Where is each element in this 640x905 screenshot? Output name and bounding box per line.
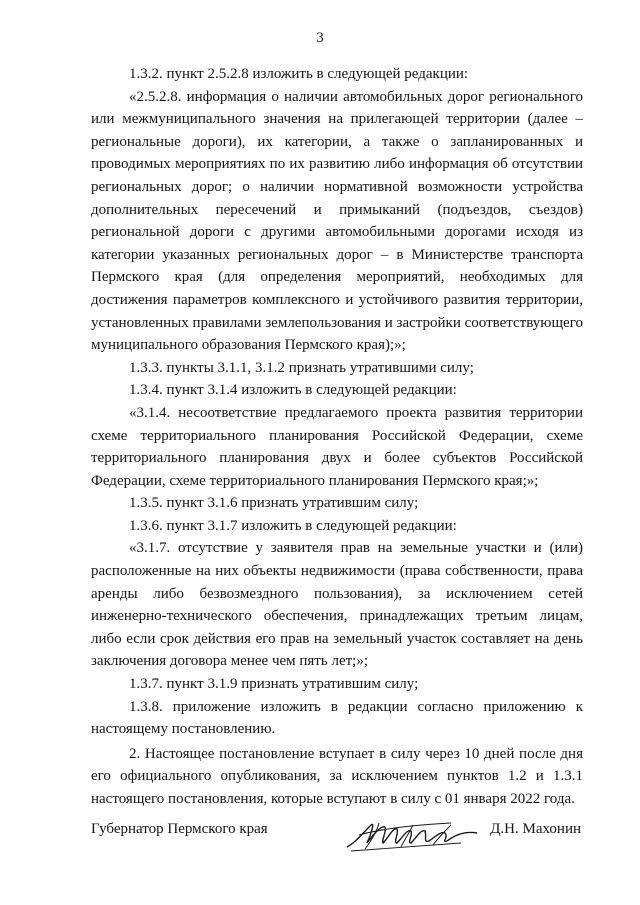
paragraph-2-5-2-8-text: «2.5.2.8. информация о наличии автомобильных дорог регионального или межмуниципального значения на прилегающей территории (далее – региональные дороги), их категории, а также о запланированных и проводимых мероприятиях по их развитию либо информация об отсутствии региональных дорог; о наличии нормативной возможности устройства дополнительных пересечений и примыканий (подъездов, съездов) региональной дороги с другими автомобильными дорогами исходя из категории указанных региональных дорог – в Министерстве транспорта Пермского края (для определения мероприятий, необходимых для достижения параметров комплексного и устойчивого развития территории, установленных правилами землепользования и застройки соответствующего муниципального образования Пермского края);»; [91, 88, 583, 354]
paragraph-3-1-4-text: «3.1.4. несоответствие предлагаемого проекта развития территории схеме территориального планирования Российской Федерации, схеме территориального планирования двух и более субъектов Российской Федерации, схеме территориального планирования Пермского края;»; [91, 404, 583, 489]
signature-block [91, 813, 583, 857]
document-body [91, 63, 583, 811]
paragraph-1-3-5: 1.3.5. пункт 3.1.6 признать утратившим силу; [129, 495, 419, 512]
paragraph-3-1-7-text: «3.1.7. отсутствие у заявителя прав на земельные участки и (или) расположенные на них объекты недвижимости (права собственности, права аренды либо безвозмездного пользования), за исключением сетей инженерно-технического обеспечения, принадлежащих третьим лицам, либо если срок действия его прав на земельный участок составляет на день заключения договора менее чем пять лет;»; [91, 540, 583, 670]
paragraph-1-3-6: 1.3.6. пункт 3.1.7 изложить в следующей редакции: [129, 517, 457, 534]
paragraph-2-effective-date: 2. Настоящее постановление вступает в силу через 10 дней после дня его официального опубликования, за исключением пунктов 1.2 и 1.3.1 настоящего постановления, которые вступают в силу с 01 января 2022 года. [91, 745, 583, 807]
paragraph-1-3-8: 1.3.8. приложение изложить в редакции согласно приложению к настоящему постановлению. [91, 698, 583, 738]
paragraph-1-3-3: 1.3.3. пункты 3.1.1, 3.1.2 признать утратившими силу; [129, 359, 474, 376]
handwritten-signature [341, 813, 481, 857]
paragraph-1-3-2: 1.3.2. пункт 2.5.2.8 изложить в следующей редакции: [129, 66, 469, 82]
paragraph-1-3-4: 1.3.4. пункт 3.1.4 изложить в следующей редакции: [129, 382, 457, 399]
paragraph-1-3-7: 1.3.7. пункт 3.1.9 признать утратившим силу; [129, 676, 419, 693]
signer-title: Губернатор Пермского края [91, 821, 268, 837]
page-number: 3 [316, 30, 324, 46]
signer-name: Д.Н. Махонин [490, 821, 581, 837]
